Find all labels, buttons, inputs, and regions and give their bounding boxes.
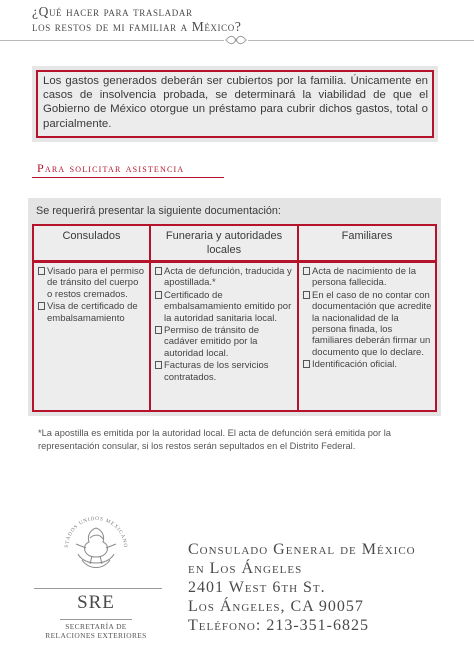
sre-name: SECRETARÍA DE RELACIONES EXTERIORES <box>45 622 147 640</box>
logo-divider <box>34 588 162 589</box>
national-seal-icon <box>56 504 136 584</box>
column-header: Familiares <box>297 224 437 262</box>
checkbox-icon <box>38 302 45 310</box>
list-item: Facturas de los servicios contratados. <box>155 360 294 383</box>
checkbox-icon <box>38 267 45 275</box>
column-body <box>297 261 437 412</box>
section-title-text: Para solicitar asistencia <box>37 161 185 175</box>
svg-text:ESTADOS UNIDOS MEXICANOS: STADOS UNIDOS MEXICANO <box>63 515 129 549</box>
intro-panel <box>32 66 438 142</box>
checkbox-icon <box>303 267 310 275</box>
list-item: Acta de nacimiento de la persona fallecida. <box>303 266 432 289</box>
column-header: Funeraria y autoridades locales <box>149 224 299 262</box>
ornament-icon <box>224 34 248 46</box>
page-title-line-2: los restos de mi familiar a México? <box>32 19 242 34</box>
checkbox-icon <box>303 291 310 299</box>
page-title-line-1: ¿Qué hacer para trasladar <box>32 4 193 19</box>
list-item: Permiso de tránsito de cadáver emitido por la autoridad local. <box>155 325 294 359</box>
contact-office: Consulado General de México <box>188 541 416 558</box>
column-body <box>149 261 299 412</box>
sre-divider <box>60 619 132 620</box>
contact-city: en Los Ángeles <box>188 560 303 577</box>
contact-locality: Los Ángeles, CA 90057 <box>188 598 364 615</box>
documents-table <box>32 224 437 412</box>
contact-block <box>188 540 470 635</box>
column-body <box>32 261 151 412</box>
contact-phone: Teléfono: 213-351-6825 <box>188 617 369 634</box>
section-title <box>32 160 224 178</box>
documents-panel <box>28 198 441 416</box>
documents-lead: Se requerirá presentar la siguiente documentación: <box>36 205 281 217</box>
column-consulados <box>32 224 151 412</box>
checkbox-icon <box>155 326 162 334</box>
sre-logo: SRE <box>77 592 115 613</box>
page-title <box>32 4 452 34</box>
intro-text: Los gastos generados deberán ser cubiertos por la familia. Únicamente en casos de insolvencia probada, se determinará la viabilidad de que el Gobierno de México otorgue un préstamo para cubrir dichos gastos, total o parcialmente. <box>36 70 434 138</box>
list-item: Certificado de embalsamamiento emitido por la autoridad sanitaria local. <box>155 290 294 324</box>
list-item: Acta de defunción, traducida y apostillada.* <box>155 266 294 289</box>
list-item: Identificación oficial. <box>303 359 432 370</box>
list-item: Visa de certificado de embalsamamiento <box>38 301 146 324</box>
contact-street: 2401 West 6th St. <box>188 579 326 596</box>
checkbox-icon <box>303 360 310 368</box>
list-item: Visado para el permiso de tránsito del cuerpo o restos cremados. <box>38 266 146 300</box>
column-header: Consulados <box>32 224 151 262</box>
checkbox-icon <box>155 291 162 299</box>
column-familiares <box>299 224 437 412</box>
footnote: *La apostilla es emitida por la autoridad local. El acta de defunción será emitida por la representación consular, si los restos serán sepultados en el Distrito Federal. <box>38 428 391 451</box>
list-item: En el caso de no contar con documentación que acredite la nacionalidad de la persona finada, los familiares deberán firmar un documento que lo declare. <box>303 290 432 358</box>
checkbox-icon <box>155 361 162 369</box>
column-funeraria <box>151 224 299 412</box>
checkbox-icon <box>155 267 162 275</box>
